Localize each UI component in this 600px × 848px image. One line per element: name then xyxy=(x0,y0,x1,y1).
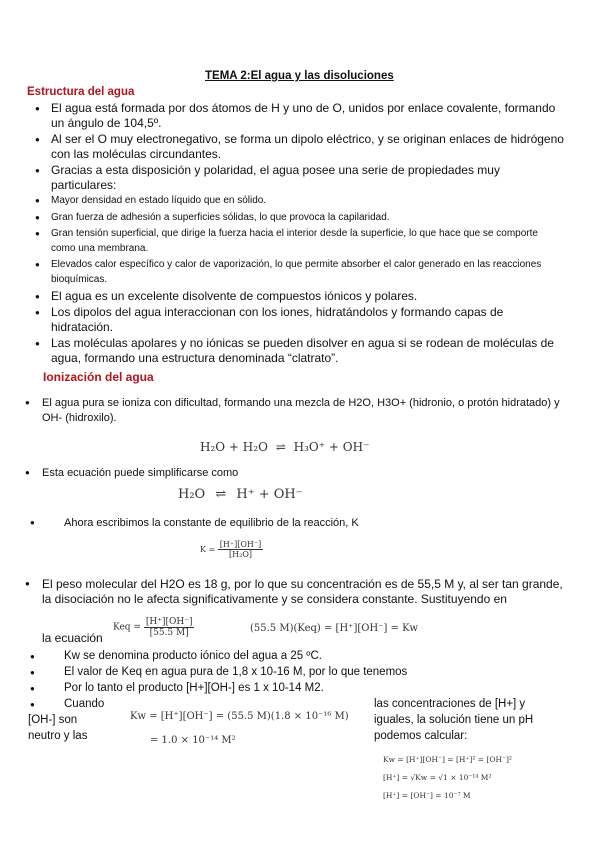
k-label: K = xyxy=(200,545,216,554)
neutral-text-f: podemos calcular: xyxy=(374,730,468,742)
list-item xyxy=(35,289,565,304)
bullet-dot: ● xyxy=(25,468,30,477)
list-item xyxy=(35,101,565,131)
equation-kw-calc: Kw = [H⁺][OH⁻] = (55.5 M)(1.8 × 10⁻¹⁶ M) xyxy=(130,711,349,722)
list-item xyxy=(35,194,565,209)
list-item-text: Al ser el O muy electronegativo, se forma un dipolo eléctrico, y se originan enlaces de hidrógeno con las moléculas circundantes. xyxy=(51,132,564,161)
list-item xyxy=(35,132,565,162)
equation-simplified xyxy=(178,487,303,502)
neutral-text-c: neutro y las xyxy=(28,730,88,742)
page-title: TEMA 2:El agua y las disoluciones xyxy=(205,70,394,82)
list-item-text: El agua está formada por dos átomos de H y uno de O, unidos por enlace covalente, formando un ángulo de 104,5º. xyxy=(51,101,556,130)
k-numerator: [H⁺][OH⁻] xyxy=(219,540,262,549)
list-item xyxy=(35,305,565,335)
bullet-dot: ● xyxy=(25,579,30,588)
list-item-text: Los dipolos del agua interaccionan con los iones, hidratándolos y formando capas de hidratación. xyxy=(51,305,504,334)
list-item xyxy=(35,163,565,193)
list-item xyxy=(35,258,565,287)
k-denominator: [H₂O] xyxy=(229,550,252,559)
k-fraction xyxy=(218,540,263,559)
equilibrium-arrow-icon: ⇌ xyxy=(275,440,286,454)
bullet-dot: ● xyxy=(30,684,35,693)
keq-formula xyxy=(113,617,194,638)
equation-left: H₂O xyxy=(178,487,206,502)
list-item-text: Elevados calor específico y calor de vaporización, lo que permite absorber el calor generado en las reacciones bioquímicas. xyxy=(51,259,542,285)
list-item-text: Gran tensión superficial, que dirige la fuerza hacia el interior desde la superficie, lo que hace que se comporte como una membrana. xyxy=(51,228,538,254)
equilibrium-constant-formula xyxy=(200,540,263,559)
bullet-dot: ● xyxy=(30,700,35,709)
list-item-text: Las moléculas apolares y no iónicas se pueden disolver en agua si se rodean de moléculas de agua, formando una estructura denominada “clatrato”. xyxy=(51,336,554,365)
simplify-paragraph: Esta ecuación puede simplificarse como xyxy=(42,467,239,479)
keq-label: Keq = xyxy=(113,622,141,633)
section-heading-estructura: Estructura del agua xyxy=(27,86,135,98)
keq-numerator: [H⁺][OH⁻] xyxy=(145,617,193,627)
equilibrium-arrow-icon: ⇌ xyxy=(215,487,227,502)
kw-paragraph: Kw se denomina producto iónico del agua a 25 ºC. xyxy=(64,650,323,662)
list-item-text: Gracias a esta disposición y polaridad, el agua posee una serie de propiedades muy particulares: xyxy=(51,163,500,192)
ionic-product-paragraph: Por lo tanto el producto [H+][OH-] es 1 x 10-14 M2. xyxy=(64,682,324,694)
equation-kw-square: Kw = [H⁺][OH⁻] = [H⁺]² = [OH⁻]² xyxy=(383,755,512,764)
equation-right: H₃O⁺ + OH⁻ xyxy=(293,440,370,454)
keq-denominator: [55.5 M] xyxy=(149,628,189,638)
bullet-dot: ● xyxy=(25,398,30,407)
keq-value-paragraph: El valor de Keq en agua pura de 1,8 x 10-16 M, por lo que tenemos xyxy=(64,666,408,678)
neutral-text-d: las concentraciones de [H+] y xyxy=(374,698,526,710)
equation-kw-result: = 1.0 × 10⁻¹⁴ M² xyxy=(150,735,236,746)
bullet-dot: ● xyxy=(30,652,35,661)
equation-right: H⁺ + OH⁻ xyxy=(236,487,303,502)
equation-kw-definition: (55.5 M)(Keq) = [H⁺][OH⁻] = Kw xyxy=(250,623,419,634)
constant-paragraph: Ahora escribimos la constante de equilibrio de la reacción, K xyxy=(64,517,359,529)
ionization-paragraph: El agua pura se ioniza con dificultad, formando una mezcla de H2O, H3O+ (hidronio, o protón hidratado) y OH- (hidroxilo). xyxy=(42,397,560,424)
neutral-text-a: Cuando xyxy=(64,698,105,710)
equation-left: H₂O + H₂O xyxy=(200,440,268,454)
neutral-text-b: [OH-] son xyxy=(28,714,78,726)
list-item xyxy=(35,227,565,256)
list-item-text: El agua es un excelente disolvente de compuestos iónicos y polares. xyxy=(51,289,418,303)
list-item xyxy=(35,336,565,366)
equation-h-sqrt: [H⁺] = √Kw = √1 × 10⁻¹⁴ M² xyxy=(383,773,492,782)
molecular-weight-paragraph: El peso molecular del H2O es 18 g, por lo que su concentración es de 55,5 M y, al ser tan grande, la disociación no le afecta significativamente y se considera constante. Sustituyendo en xyxy=(42,577,563,606)
bullet-dot: ● xyxy=(30,518,35,527)
keq-fraction xyxy=(144,617,195,638)
equation-h-value: [H⁺] = [OH⁻] = 10⁻⁷ M xyxy=(383,791,471,800)
equation-lead-text: la ecuación xyxy=(42,631,103,645)
structure-bullet-list xyxy=(35,101,565,367)
section-heading-ionizacion: Ionización del agua xyxy=(43,370,154,384)
list-item-text: Mayor densidad en estado líquido que en sólido. xyxy=(51,195,267,206)
list-item-text: Gran fuerza de adhesión a superficies sólidas, lo que provoca la capilaridad. xyxy=(51,211,390,223)
neutral-text-e: iguales, la solución tiene un pH xyxy=(374,714,534,726)
bullet-dot: ● xyxy=(30,668,35,677)
equation-self-ionization xyxy=(200,440,369,454)
list-item xyxy=(35,211,565,226)
